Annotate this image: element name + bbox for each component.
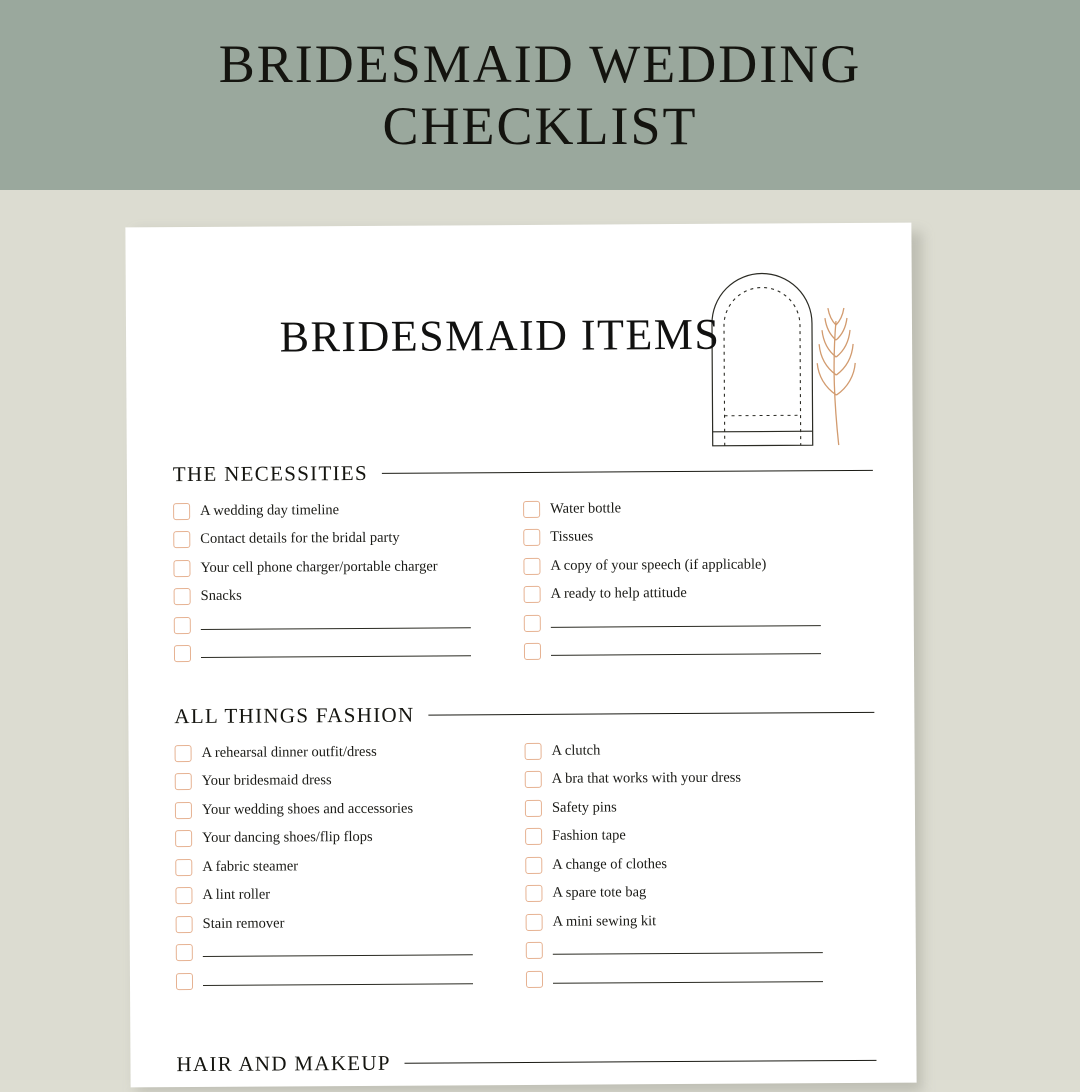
write-in-line[interactable] — [551, 625, 821, 628]
write-in-line[interactable] — [201, 655, 471, 658]
write-in-line[interactable] — [203, 954, 473, 957]
list-item-label: Contact details for the bridal party — [200, 530, 399, 548]
list-item[interactable] — [525, 796, 875, 818]
list-item[interactable] — [525, 767, 875, 789]
list-item[interactable] — [525, 881, 875, 903]
list-item-label: Stain remover — [203, 915, 285, 932]
checkbox-icon[interactable] — [526, 913, 543, 930]
checkbox-icon[interactable] — [525, 856, 542, 873]
list-item-label: Safety pins — [552, 799, 617, 816]
list-item[interactable] — [173, 499, 523, 521]
banner-title-line-2: CHECKLIST — [383, 95, 698, 157]
checkbox-icon[interactable] — [174, 588, 191, 605]
list-item-blank[interactable] — [174, 641, 524, 663]
list-item[interactable] — [173, 556, 523, 578]
checklist-sheet — [125, 223, 916, 1088]
checkbox-icon[interactable] — [525, 799, 542, 816]
list-item-label: Tissues — [550, 529, 593, 546]
write-in-line[interactable] — [201, 627, 471, 630]
section-divider — [405, 1060, 877, 1064]
write-in-line[interactable] — [553, 981, 823, 984]
checklist-column-right — [523, 497, 874, 662]
section-the-necessities — [173, 458, 874, 664]
list-item-label: Your dancing shoes/flip flops — [202, 829, 373, 847]
section-header — [173, 458, 873, 487]
list-item-label: Snacks — [201, 588, 242, 605]
checkbox-icon[interactable] — [525, 885, 542, 902]
section-title: HAIR AND MAKEUP — [176, 1051, 391, 1077]
list-item[interactable] — [524, 582, 874, 604]
list-item-blank[interactable] — [526, 967, 876, 989]
section-hair-and-makeup — [176, 1048, 876, 1088]
list-item[interactable] — [173, 527, 523, 549]
checkbox-icon[interactable] — [525, 771, 542, 788]
list-item-blank[interactable] — [526, 938, 876, 960]
list-item-label: A change of clothes — [552, 856, 667, 874]
section-title: THE NECESSITIES — [173, 461, 368, 487]
checkbox-icon[interactable] — [174, 645, 191, 662]
write-in-line[interactable] — [203, 983, 473, 986]
checkbox-icon[interactable] — [525, 742, 542, 759]
list-item-label: A mini sewing kit — [553, 913, 657, 931]
checkbox-icon[interactable] — [175, 859, 192, 876]
checkbox-icon[interactable] — [175, 802, 192, 819]
checkbox-icon[interactable] — [175, 773, 192, 790]
checkbox-icon[interactable] — [526, 970, 543, 987]
list-item[interactable] — [525, 853, 875, 875]
list-item-label: A ready to help attitude — [551, 585, 687, 603]
write-in-line[interactable] — [551, 653, 821, 656]
list-item-label: A clutch — [552, 742, 601, 759]
list-item[interactable] — [175, 798, 525, 820]
list-item-label: A fabric steamer — [202, 858, 298, 876]
banner-title-line-1: BRIDESMAID WEDDING — [219, 33, 861, 95]
page-banner — [0, 0, 1080, 190]
checkbox-icon[interactable] — [175, 830, 192, 847]
list-item[interactable] — [175, 883, 525, 905]
list-item[interactable] — [525, 739, 875, 761]
checkbox-icon[interactable] — [173, 560, 190, 577]
list-item[interactable] — [175, 826, 525, 848]
list-item-label: Your cell phone charger/portable charger — [200, 558, 437, 576]
checklist-column-left — [173, 499, 524, 664]
list-item-label: Water bottle — [550, 500, 621, 517]
checkbox-icon[interactable] — [173, 531, 190, 548]
checkbox-icon[interactable] — [175, 745, 192, 762]
checkbox-icon[interactable] — [526, 942, 543, 959]
list-item[interactable] — [174, 584, 524, 606]
checkbox-icon[interactable] — [176, 973, 193, 990]
page-title: BRIDESMAID ITEMS — [180, 308, 820, 363]
checkbox-icon[interactable] — [524, 614, 541, 631]
checkbox-icon[interactable] — [523, 500, 540, 517]
list-item-label: A spare tote bag — [552, 884, 646, 902]
section-title: ALL THINGS FASHION — [174, 703, 414, 729]
checkbox-icon[interactable] — [523, 557, 540, 574]
checklist-column-right — [525, 739, 877, 989]
list-item-label: Your wedding shoes and accessories — [202, 800, 413, 818]
list-item-blank[interactable] — [176, 940, 526, 962]
list-item[interactable] — [175, 855, 525, 877]
section-all-things-fashion — [174, 700, 876, 991]
list-item[interactable] — [526, 910, 876, 932]
list-item[interactable] — [175, 769, 525, 791]
section-header — [176, 1048, 876, 1077]
list-item-label: A lint roller — [202, 887, 270, 904]
list-item-label: Your bridesmaid dress — [202, 772, 332, 790]
checkbox-icon[interactable] — [524, 586, 541, 603]
list-item[interactable] — [523, 497, 873, 519]
list-item-label: A rehearsal dinner outfit/dress — [202, 743, 377, 761]
section-header — [174, 700, 874, 729]
section-divider — [382, 470, 873, 474]
list-item-blank[interactable] — [524, 639, 874, 661]
checkbox-icon[interactable] — [176, 944, 193, 961]
list-item-label: A copy of your speech (if applicable) — [550, 556, 766, 574]
checklist-column-left — [175, 741, 527, 991]
list-item-blank[interactable] — [524, 611, 874, 633]
write-in-line[interactable] — [553, 952, 823, 955]
list-item-label: A wedding day timeline — [200, 502, 339, 520]
list-item-label: A bra that works with your dress — [552, 770, 741, 788]
checkbox-icon[interactable] — [173, 503, 190, 520]
list-item-blank[interactable] — [174, 613, 524, 635]
list-item[interactable] — [175, 741, 525, 763]
list-item[interactable] — [176, 912, 526, 934]
list-item-blank[interactable] — [176, 969, 526, 991]
checkbox-icon[interactable] — [523, 529, 540, 546]
section-divider — [428, 712, 874, 716]
list-item[interactable] — [523, 525, 873, 547]
list-item[interactable] — [523, 554, 873, 576]
checkbox-icon[interactable] — [524, 643, 541, 660]
checkbox-icon[interactable] — [525, 828, 542, 845]
list-item-label: Fashion tape — [552, 827, 626, 844]
checkbox-icon[interactable] — [174, 617, 191, 634]
checkbox-icon[interactable] — [176, 916, 193, 933]
checkbox-icon[interactable] — [175, 887, 192, 904]
list-item[interactable] — [525, 824, 875, 846]
